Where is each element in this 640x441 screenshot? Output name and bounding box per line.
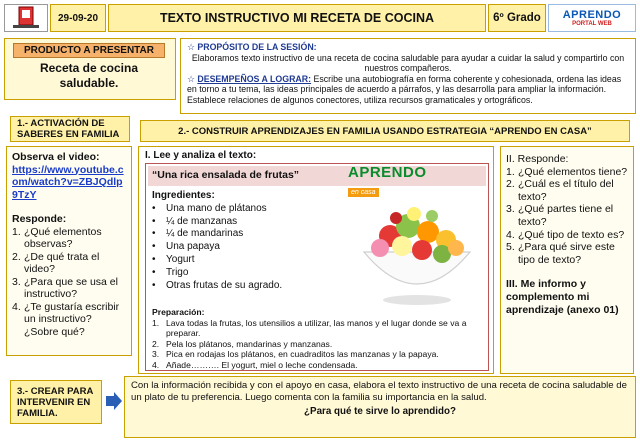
video-link[interactable]: https://www.youtube.com/watch?v=ZBJQdlp9TzY bbox=[12, 163, 124, 201]
list-item: 5. ¿Para qué sirve este tipo de texto? bbox=[506, 241, 615, 266]
list-item: 1. ¿Qué elementos tiene? bbox=[506, 165, 628, 178]
star-icon: ☆ bbox=[187, 42, 198, 52]
list-item: • ¼ de mandarinas bbox=[152, 228, 342, 241]
star-icon: ☆ bbox=[187, 73, 198, 84]
date-label: 29-09-20 bbox=[50, 4, 106, 32]
list-item: 4. ¿Te gustaría escribir un instructivo? ¿Sobre qué? bbox=[12, 300, 120, 338]
list-item: • Otras frutas de su agrado. bbox=[152, 280, 342, 293]
section-3-label: 3.- CREAR PARA INTERVENIR EN FAMILIA. bbox=[10, 380, 102, 424]
list-item: 4. Añade………. El yogurt, miel o leche condensada. bbox=[152, 359, 358, 370]
logo-main-text: APRENDO bbox=[562, 8, 622, 21]
list-item: • Trigo bbox=[152, 267, 342, 280]
list-item: • ¼ de manzanas bbox=[152, 216, 342, 229]
complement-heading: III. Me informo y complemento mi aprendizaje (anexo 01) bbox=[506, 278, 619, 316]
list-item: 2. ¿De qué trata el video? bbox=[12, 250, 100, 275]
activation-questions bbox=[12, 226, 126, 339]
section-1-label: 1.- ACTIVACIÓN DE SABERES EN FAMILIA bbox=[10, 116, 130, 142]
performance-heading: DESEMPEÑOS A LOGRAR: bbox=[197, 73, 312, 84]
product-panel bbox=[4, 38, 176, 100]
school-logo bbox=[4, 4, 48, 32]
list-item: 2. ¿Cuál es el título del texto? bbox=[506, 178, 614, 203]
list-item: • Una papaya bbox=[152, 241, 342, 254]
product-heading: PRODUCTO A PRESENTAR bbox=[13, 43, 165, 58]
list-item: • Una mano de plátanos bbox=[152, 203, 342, 216]
purpose-text: Elaboramos texto instructivo de una receta de cocina saludable para ayudar a cuidar la salud y compartirlo con nuestros compañeros. bbox=[191, 52, 625, 73]
create-task-panel bbox=[124, 376, 636, 438]
logo-sub-text: PORTAL WEB bbox=[572, 20, 612, 27]
section-2-label: 2.- CONSTRUIR APRENDIZAJES EN FAMILIA USANDO ESTRATEGIA “APRENDO EN CASA” bbox=[140, 120, 630, 142]
activation-panel bbox=[6, 146, 132, 356]
grade-label: 6º Grado bbox=[488, 4, 546, 32]
reading-heading: I. Lee y analiza el texto: bbox=[145, 150, 257, 161]
task-text: Con la información recibida y con el apoyo en casa, elabora el texto instructivo de una receta de cocina saludable de un plato de tu preferencia. Luego comenta con la familia su importancia en la salud. bbox=[131, 380, 627, 403]
ingredients-list bbox=[152, 190, 342, 292]
reading-panel bbox=[138, 146, 494, 374]
list-item: 3. ¿Qué partes tiene el texto? bbox=[506, 203, 614, 228]
aprendo-portal-logo bbox=[548, 4, 636, 32]
reflection-question: ¿Para qué te sirve lo aprendido? bbox=[304, 406, 456, 418]
respond-heading: Responde: bbox=[12, 213, 67, 225]
recipe-card bbox=[145, 163, 489, 371]
recipe-title: “Una rica ensalada de frutas” bbox=[152, 169, 300, 181]
page-title: TEXTO INSTRUCTIVO MI RECETA DE COCINA bbox=[108, 4, 486, 32]
respond-questions bbox=[506, 166, 628, 267]
video-heading: Observa el video: bbox=[12, 151, 100, 163]
product-text: Receta de cocina saludable. bbox=[39, 61, 139, 90]
respond-heading: II. Responde: bbox=[506, 153, 569, 165]
list-item: 4. ¿Qué tipo de texto es? bbox=[506, 228, 625, 241]
list-item: 3. ¿Para que se usa el instructivo? bbox=[12, 275, 118, 300]
respond-panel bbox=[500, 146, 634, 374]
fruit-salad-bowl-image bbox=[350, 196, 484, 308]
purpose-panel bbox=[180, 38, 636, 114]
performance-text: Escribe una autobiografía en forma coherente y cohesionada, ordena las ideas en torno a tu tema, las ideas principales de acuerdo a párrafos, y las desarrolla para ampliar la información. Establece relaciones de algunos conectores, utiliza recursos gramaticales y ortográficos. bbox=[187, 73, 622, 105]
list-item: • Yogurt bbox=[152, 254, 342, 267]
preparation-heading: Preparación: bbox=[152, 307, 205, 317]
list-item: 2. Pela los plátanos, mandarinas y manzanas. bbox=[152, 338, 333, 349]
aprendo-en-casa-logo: APRENDO en casa bbox=[348, 164, 427, 196]
list-item: 3. Pica en rodajas los plátanos, en cuadraditos las manzanas y la papaya. bbox=[152, 349, 439, 359]
purpose-heading: PROPÓSITO DE LA SESIÓN: bbox=[197, 42, 317, 52]
ingredients-heading: Ingredientes: bbox=[152, 190, 215, 201]
list-item: 1. Lava todas la frutas, los utensilios a utilizar, las manos y el lugar donde se va a preparar. bbox=[152, 317, 467, 338]
list-item: 1. ¿Qué elementos observas? bbox=[12, 225, 102, 250]
arrow-right-icon bbox=[106, 392, 122, 410]
preparation-list bbox=[152, 307, 488, 370]
